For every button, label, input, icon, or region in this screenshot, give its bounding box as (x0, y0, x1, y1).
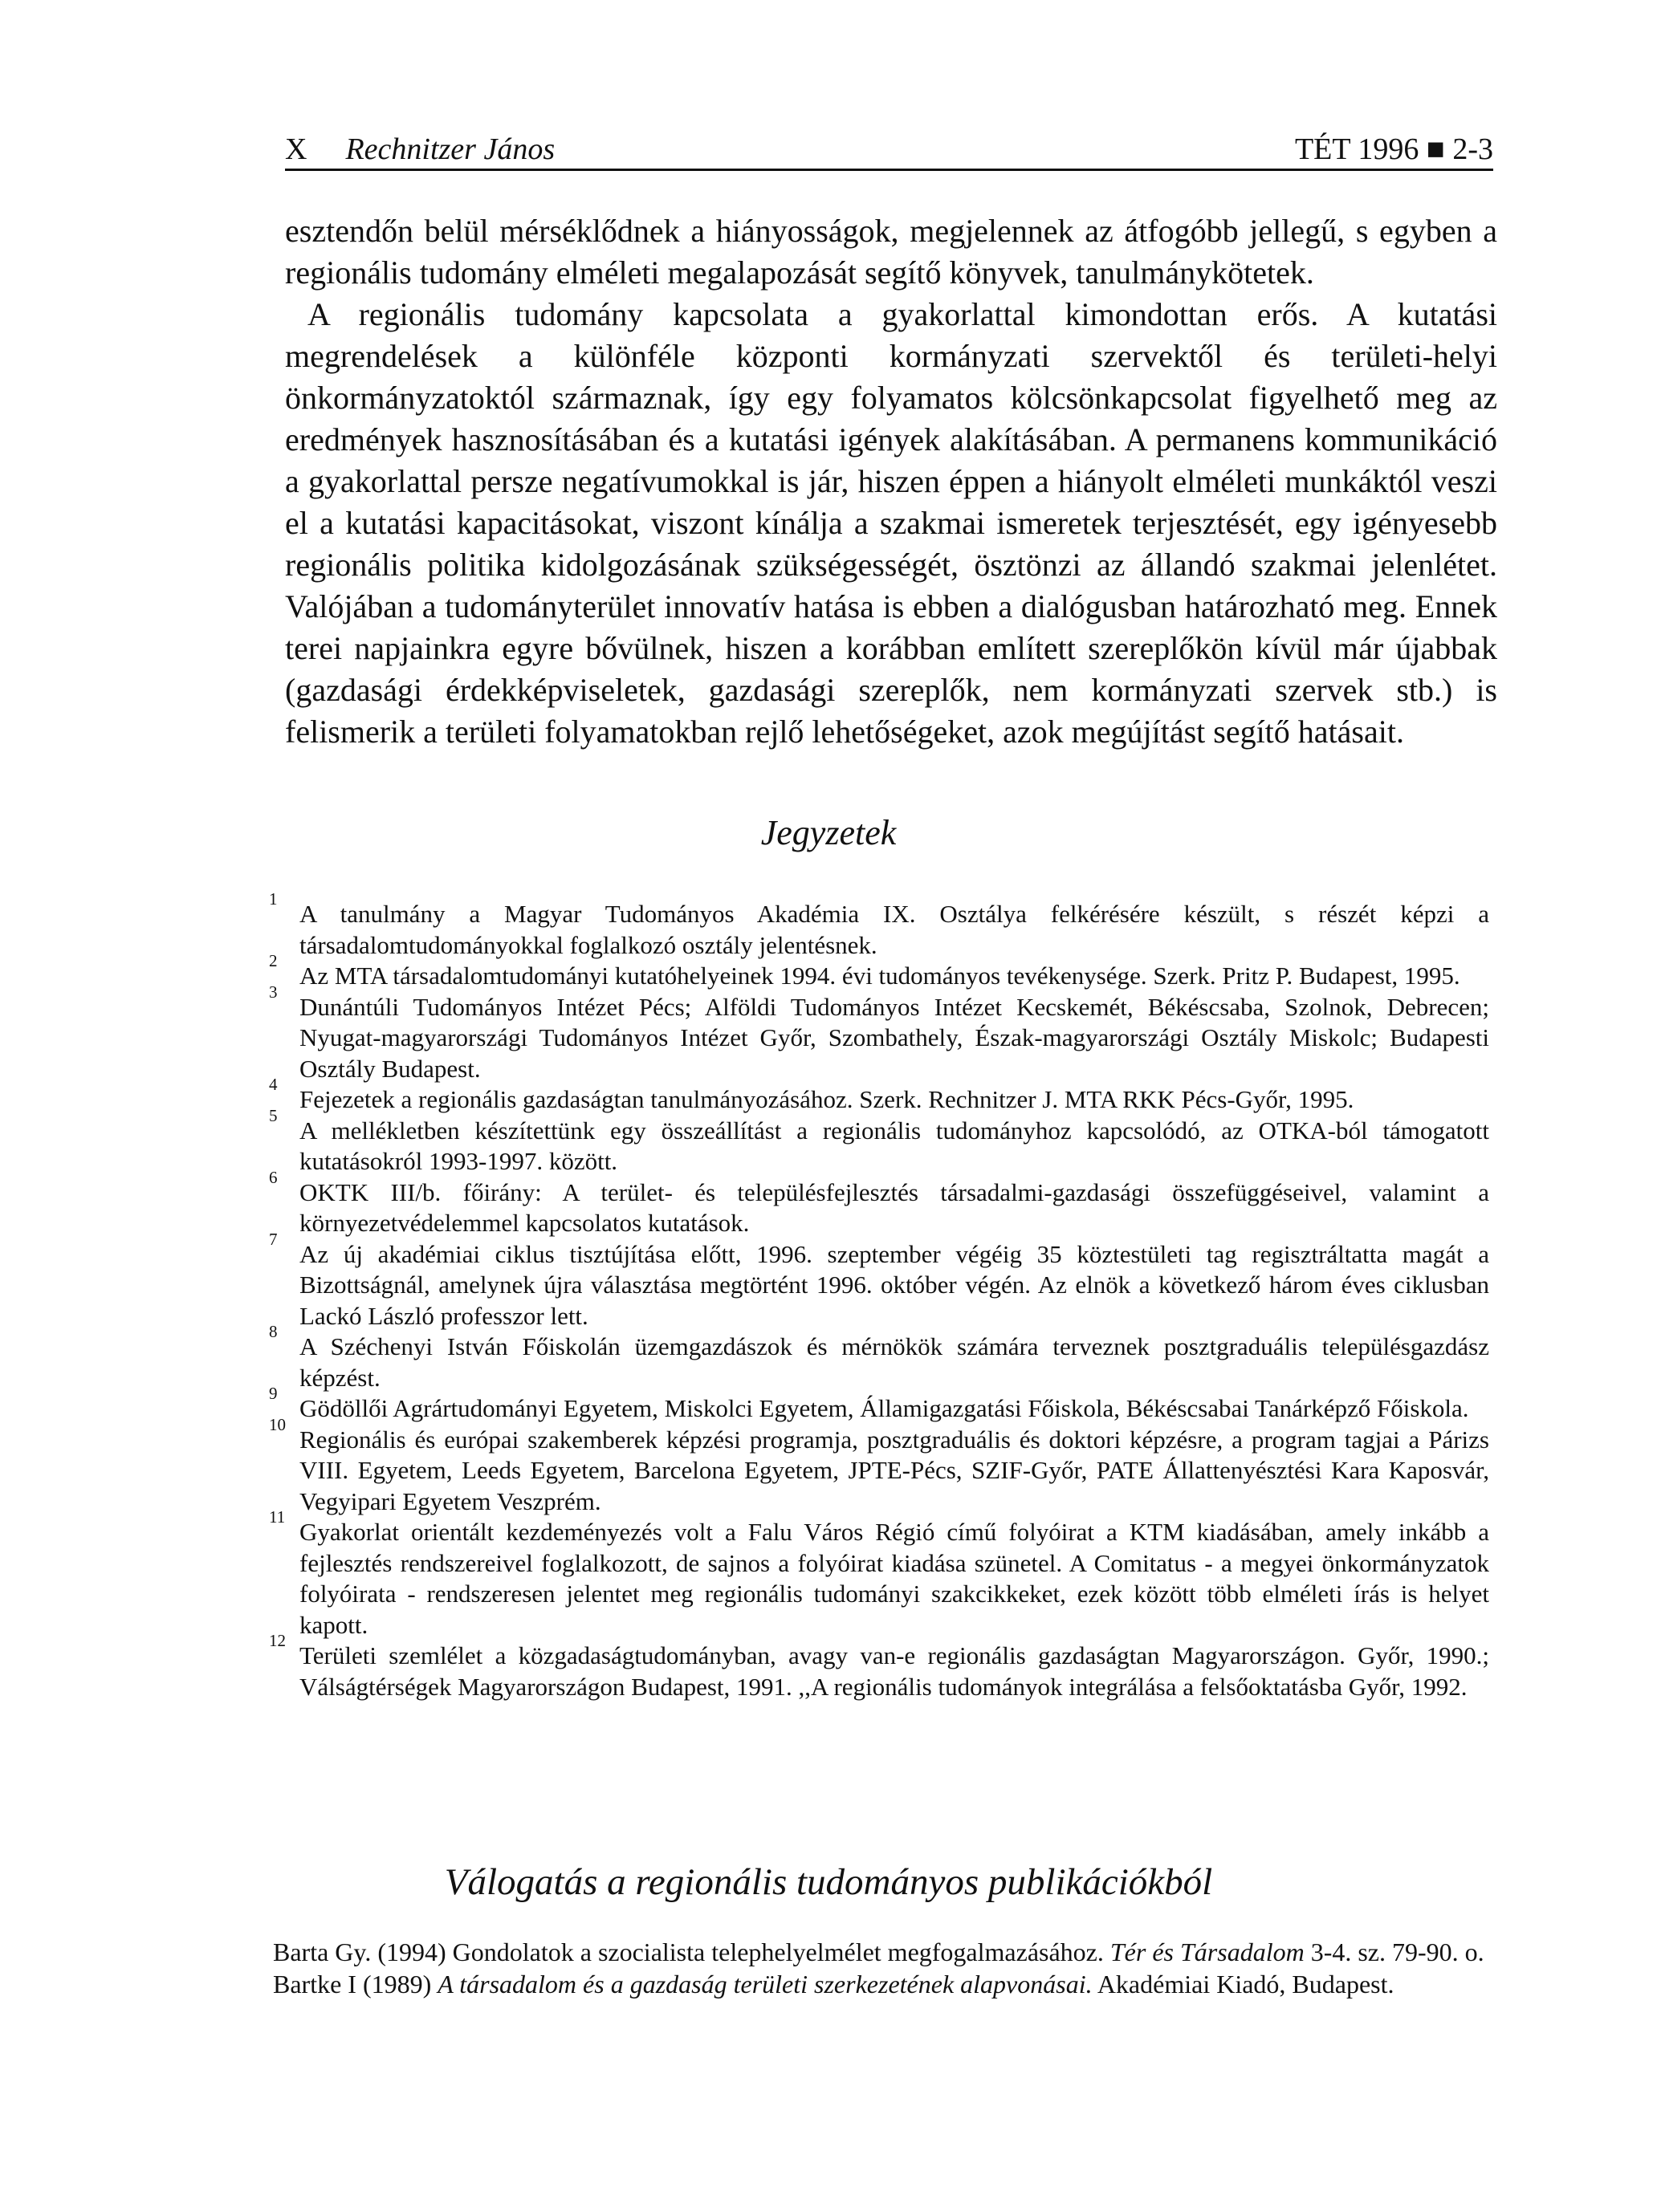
footnote-number: 4 (269, 1075, 278, 1094)
footnote-text: Gödöllői Agrártudományi Egyetem, Miskolci Egyetem, Államigazgatási Főiskola, Békéscsabai Tanárképző Főiskola. (299, 1394, 1469, 1422)
footnote (269, 1105, 1489, 1177)
footnote-text: Az új akadémiai ciklus tisztújítása előtt, 1996. szeptember végéig 35 köztestületi tag regisztráltatta magát a Bizottságnál, amelynek újra választása megtörtént 1996. október végén. Az elnök a következő három éves ciklusban Lackó László professzor lett. (299, 1239, 1489, 1330)
bib-post: 3-4. sz. 79-90. o. (1304, 1938, 1484, 1966)
footnote (269, 1384, 1489, 1425)
footnote-number: 1 (269, 889, 278, 909)
footnote (269, 1075, 1489, 1116)
footnote-number: 7 (269, 1229, 278, 1249)
bibliography-list (273, 1936, 1493, 2000)
footnote-text: Regionális és európai szakemberek képzési programja, posztgraduális és doktori képzésre, a program tagjai a Párizs VIII. Egyetem, Leeds Egyetem, Barcelona Egyetem, JPTE-Pécs, SZIF-Győr, PATE Állattenyésztési Kara Kaposvár, Vegyipari Egyetem Veszprém. (299, 1425, 1489, 1515)
footnote-number: 9 (269, 1384, 278, 1403)
footnote-text: Területi szemlélet a közgadaságtudományban, avagy van-e regionális gazdaságtan Magyarországon. Győr, 1990.; Válságtérségek Magyarországon Budapest, 1991. ,,A regionális tudományok integrálása a felsőoktatásba Győr, 1992. (299, 1641, 1489, 1701)
bib-post: Akadémiai Kiadó, Budapest. (1092, 1970, 1394, 1999)
paragraph-2: A regionális tudomány kapcsolata a gyakorlattal kimondottan erős. A kutatási megrendelések a különféle központi kormányzati szervektől és területi-helyi önkormányzatoktól származnak, így egy folyamatos kölcsönkapcsolat figyelhető meg az eredmények hasznosításában és a kutatási igények alakításában. A permanens kommunikáció a gyakorlattal persze negatívumokkal is jár, hiszen éppen a hiányolt elméleti munkáktól veszi el a kutatási kapacitásokat, viszont kínálja a szakmai ismeretek terjesztését, egy igényesebb regionális politika kidolgozásának szükségességét, ösztönzi az állandó szakmai jelenlétet. Valójában a tudományterület innovatív hatása is ebben a dialógusban határozható meg. Ennek terei napjainkra egyre bővülnek, hiszen a korábban említett szereplőkön kívül már újabbak (gazdasági érdekképviseletek, gazdasági szereplők, nem kormányzati szervek stb.) is felismerik a területi folyamatokban rejlő lehetőségeket, azok megújítást segítő hatásait. (285, 296, 1497, 750)
bib-pre: Bartke I (1989) (273, 1970, 438, 1999)
bibliography-entry (273, 1968, 1493, 2000)
page-mark: X (285, 132, 307, 166)
notes-heading: Jegyzetek (760, 813, 897, 852)
footnotes-list (269, 889, 1489, 1702)
footnote-number: 2 (269, 951, 278, 970)
footnote (269, 1229, 1489, 1332)
footnote-number: 10 (269, 1414, 286, 1434)
author-name: Rechnitzer János (345, 132, 556, 166)
footnote (269, 1167, 1489, 1239)
footnote-number: 11 (269, 1507, 286, 1527)
footnote-text: A tanulmány a Magyar Tudományos Akadémia IX. Osztálya felkérésére készült, s részét képzi a társadalomtudományokkal foglalkozó osztály jelentésnek. (299, 900, 1489, 959)
paragraph-1: esztendőn belül mérséklődnek a hiányosságok, megjelennek az átfogóbb jellegű, s egyben a regionális tudomány elméleti megalapozását segítő könyvek, tanulmánykötetek. (285, 213, 1497, 291)
bib-title: Tér és Társadalom (1109, 1938, 1305, 1966)
footnote-text: A Széchenyi István Főiskolán üzemgazdászok és mérnökök számára terveznek posztgraduális településgazdász képzést. (299, 1332, 1489, 1392)
bib-title: A társadalom és a gazdaság területi szerkezetének alapvonásai. (438, 1970, 1093, 1999)
bibliography-entry (273, 1936, 1493, 1968)
footnote-text: Fejezetek a regionális gazdaságtan tanulmányozásához. Szerk. Rechnitzer J. MTA RKK Pécs-Győr, 1995. (299, 1085, 1354, 1113)
footnote-number: 5 (269, 1105, 278, 1125)
footnote (269, 982, 1489, 1085)
footnote (269, 1507, 1489, 1641)
footnote-text: A mellékletben készítettünk egy összeállítást a regionális tudományhoz kapcsolódó, az OTKA-ból támogatott kutatásokról 1993-1997. között. (299, 1116, 1489, 1175)
footnote (269, 1322, 1489, 1393)
publications-heading: Válogatás a regionális tudományos publikációkból (444, 1861, 1213, 1903)
footnote-number: 12 (269, 1631, 286, 1650)
body-text (285, 210, 1497, 753)
footnote-text: Dunántúli Tudományos Intézet Pécs; Alföldi Tudományos Intézet Kecskemét, Békéscsaba, Szolnok, Debrecen; Nyugat-magyarországi Tudományos Intézet Győr, Szombathely, Észak-magyarországi Osztály Miskolc; Budapesti Osztály Budapest. (299, 992, 1489, 1083)
footnote-number: 6 (269, 1167, 278, 1187)
footnote (269, 889, 1489, 961)
footnote (269, 951, 1489, 992)
header-author (285, 132, 555, 167)
footnote-number: 8 (269, 1322, 278, 1341)
footnote (269, 1414, 1489, 1518)
footnote (269, 1631, 1489, 1702)
footnote-text: OKTK III/b. főirány: A terület- és településfejlesztés társadalmi-gazdasági összefüggéseivel, valamint a környezetvédelemmel kapcsolatos kutatások. (299, 1177, 1489, 1237)
journal-info: TÉT 1996 ■ 2-3 (1294, 132, 1493, 166)
bib-pre: Barta Gy. (1994) Gondolatok a szocialista telephelyelmélet megfogalmazásához. (273, 1938, 1110, 1966)
footnote-number: 3 (269, 982, 278, 1002)
footnote-text: Az MTA társadalomtudományi kutatóhelyeinek 1994. évi tudományos tevékenysége. Szerk. Pritz P. Budapest, 1995. (299, 962, 1460, 990)
footnote-text: Gyakorlat orientált kezdeményezés volt a Falu Város Régió című folyóirat a KTM kiadásában, amely inkább a fejlesztés rendszereivel foglalkozott, de sajnos a folyóirat kiadása szünetel. A Comitatus - a megyei önkormányzatok folyóirata - rendszeresen jelentet meg regionális tudományi szakcikkeket, ezek között több elméleti írás is helyet kapott. (299, 1518, 1489, 1639)
running-header (285, 127, 1493, 171)
